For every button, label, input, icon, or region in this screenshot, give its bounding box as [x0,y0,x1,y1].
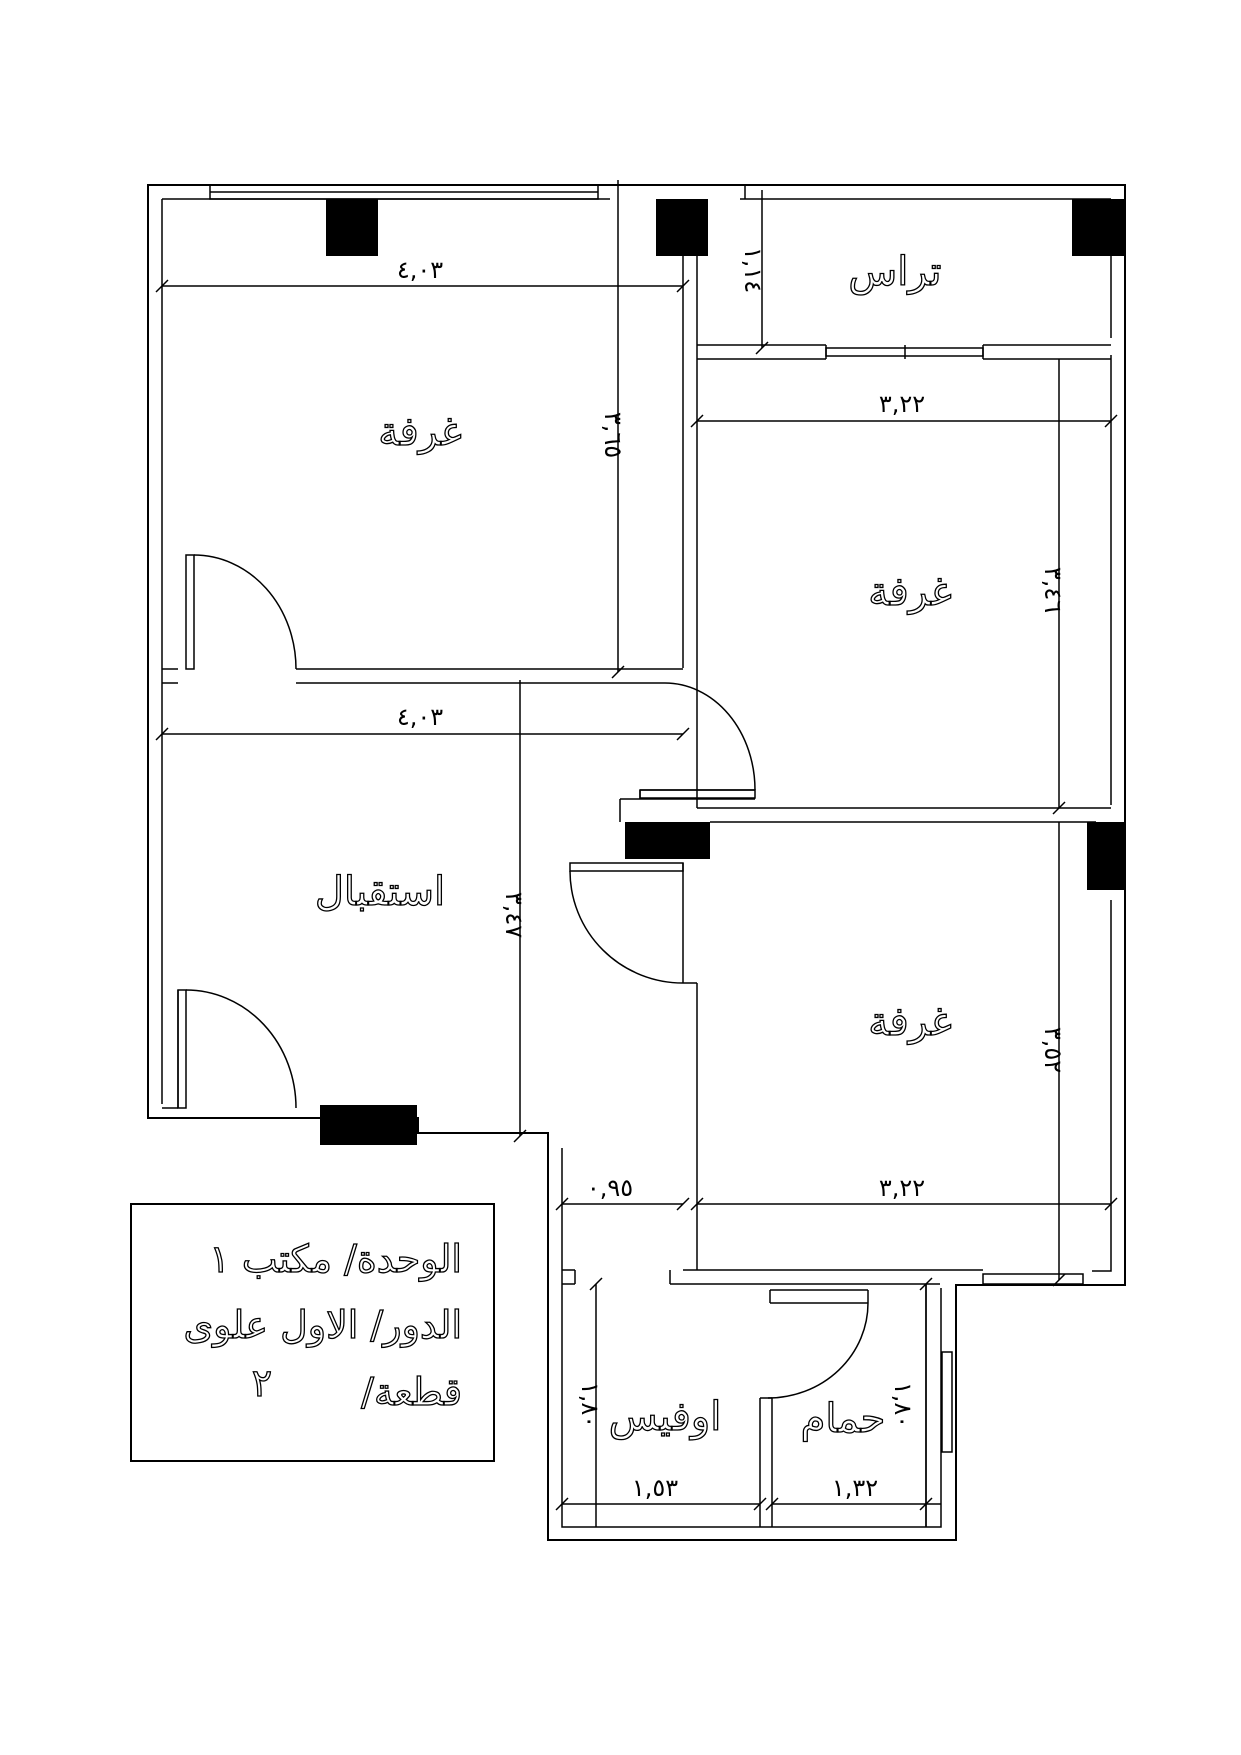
dim-right-middle-depth: ٣,٤٦ [1039,566,1067,614]
dimension-labels [397,247,1067,1502]
info-floor-line: الدور/ الاول علوى [183,1303,462,1347]
info-box [131,1204,494,1461]
info-plot-line: قطعة/ [361,1370,462,1414]
room-label-right-bottom: غرفة [868,999,952,1045]
dim-reception-width: ٤,٠٣ [396,703,444,731]
dim-office-depth: ١,٨٠ [576,1381,604,1429]
room-label-right-middle: غرفة [868,569,952,615]
columns [320,199,1125,1145]
info-plot-number: ٢ [251,1361,273,1405]
dim-corridor-width: ٠,٩٥ [586,1174,634,1202]
room-label-terrace: تراس [848,249,942,295]
dim-top-left-depth: ٣,٦٥ [599,411,627,459]
top-window [210,185,598,199]
dim-right-bottom-width: ٣,٢٢ [878,1174,926,1202]
dim-terrace-depth: ١,١٤ [739,246,767,294]
dim-top-left-width: ٤,٠٣ [396,256,444,284]
room-label-reception: استقبال [314,869,446,915]
dim-bathroom-depth: ١,٨٠ [889,1381,917,1429]
dim-bathroom-width: ١,٣٢ [831,1474,879,1502]
dim-reception-depth: ٣,٤٧ [500,891,528,939]
room-label-office: اوفيس [608,1394,722,1440]
room-label-bathroom: حمام [800,1396,886,1442]
info-unit-line: الوحدة/ مكتب ١ [209,1237,462,1281]
dim-right-bottom-depth: ٣,٥٢ [1039,1026,1067,1074]
dim-right-middle-width: ٣,٢٢ [878,390,926,418]
room-label-top-left: غرفة [378,409,462,455]
dim-office-width: ١,٥٣ [631,1474,679,1502]
